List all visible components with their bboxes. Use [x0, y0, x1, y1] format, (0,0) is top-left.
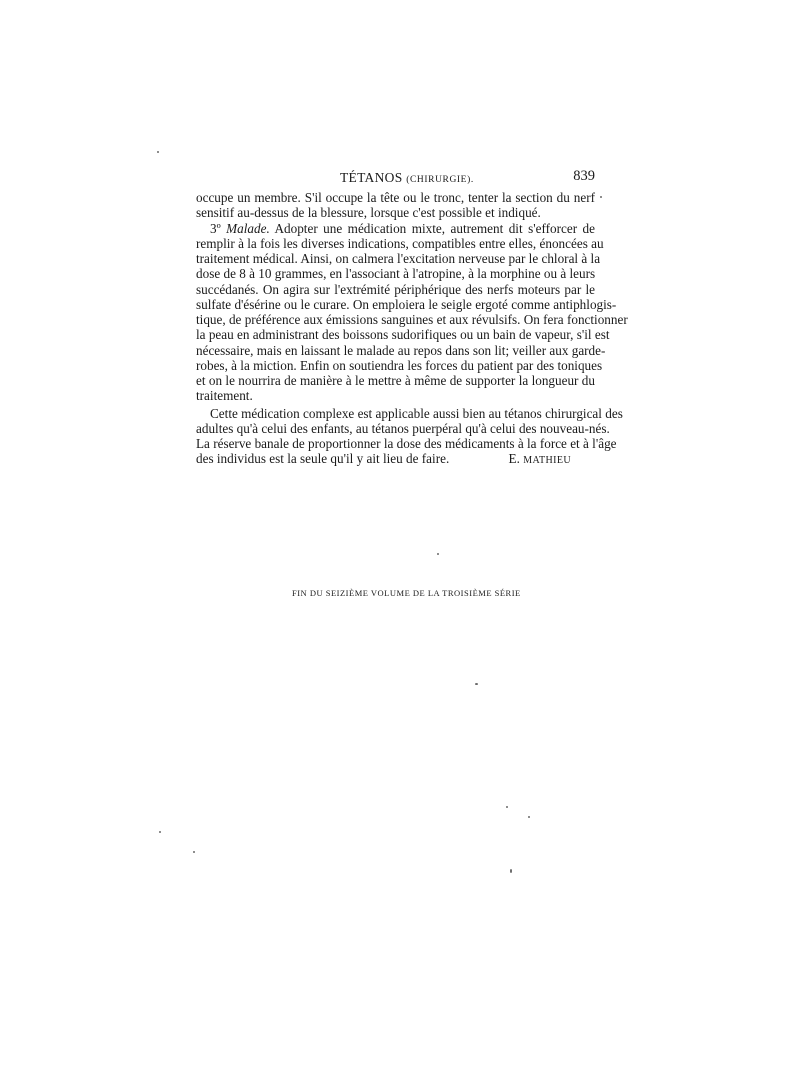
running-title-main: TÉTANOS — [340, 170, 403, 185]
text-line: occupe un membre. S'il occupe la tête ou le tronc, tenter la section du nerf — [196, 190, 595, 205]
volume-end-note: FIN DU SEIZIÈME VOLUME DE LA TROISIÈME SÉRIE — [292, 588, 521, 598]
scan-speck — [193, 851, 195, 853]
running-header — [196, 168, 595, 190]
scan-speck — [600, 196, 602, 198]
text-line: Cette médication complexe est applicable aussi bien au tétanos chirurgical des — [210, 405, 623, 421]
text-line: adultes qu'à celui des enfants, au tétanos puerpéral qu'à celui des nouveau-nés. — [196, 420, 610, 436]
text-line: et on le nourrira de manière à le mettre à même de supporter la longueur du — [196, 373, 595, 388]
text-line: traitement médical. Ainsi, on calmera l'excitation nerveuse par le chloral à la — [196, 251, 601, 266]
section-number: 3º — [210, 220, 221, 236]
text-line: La réserve banale de proportionner la dose des médicaments à la force et à l'âge — [196, 436, 617, 451]
running-title-qualifier: (CHIRURGIE). — [406, 175, 474, 185]
signature-surname: MATHIEU — [523, 455, 571, 467]
text-line: dose de 8 à 10 grammes, en l'associant à l'atropine, à la morphine ou à leurs — [196, 266, 596, 282]
text-line: tique, de préférence aux émissions sanguines et aux révulsifs. On fera fonctionner — [196, 312, 628, 327]
section-heading: Malade. — [226, 220, 270, 236]
scan-speck — [510, 869, 512, 873]
text-line: sulfate d'ésérine ou le curare. On emploiera le seigle ergoté comme antiphlogis- — [196, 296, 617, 312]
author-signature — [509, 451, 595, 466]
scan-speck — [159, 831, 161, 833]
scan-speck — [475, 683, 478, 685]
signature-initial: E. — [508, 451, 520, 467]
text-line: nécessaire, mais en laissant le malade au repos dans son lit; veiller aux garde- — [196, 342, 606, 358]
section-heading-line — [196, 221, 595, 236]
text-line: la peau en administrant des boissons sudorifiques ou un bain de vapeur, s'il est — [196, 327, 610, 343]
body-text — [196, 190, 628, 467]
closing-line — [196, 451, 595, 466]
scan-speck — [437, 553, 439, 555]
scan-speck — [157, 151, 159, 153]
text-line: sensitif au-dessus de la blessure, lorsque c'est possible et indiqué. — [196, 205, 541, 221]
text-line: traitement. — [196, 388, 253, 404]
scan-speck — [506, 806, 508, 808]
text-line: des individus est la seule qu'il y ait lieu de faire. — [196, 451, 450, 467]
page-number: 839 — [573, 168, 595, 184]
scan-speck — [528, 816, 530, 818]
text-line: succédanés. On agira sur l'extrémité périphérique des nerfs moteurs par le — [196, 281, 595, 297]
section-heading-rest: Adopter une médication mixte, autrement dit s'efforcer de — [274, 220, 596, 236]
running-title — [340, 170, 474, 186]
text-line: robes, à la miction. Enfin on soutiendra les forces du patient par des toniques — [196, 357, 603, 373]
text-line: remplir à la fois les diverses indications, compatibles entre elles, énoncées au — [196, 235, 604, 251]
